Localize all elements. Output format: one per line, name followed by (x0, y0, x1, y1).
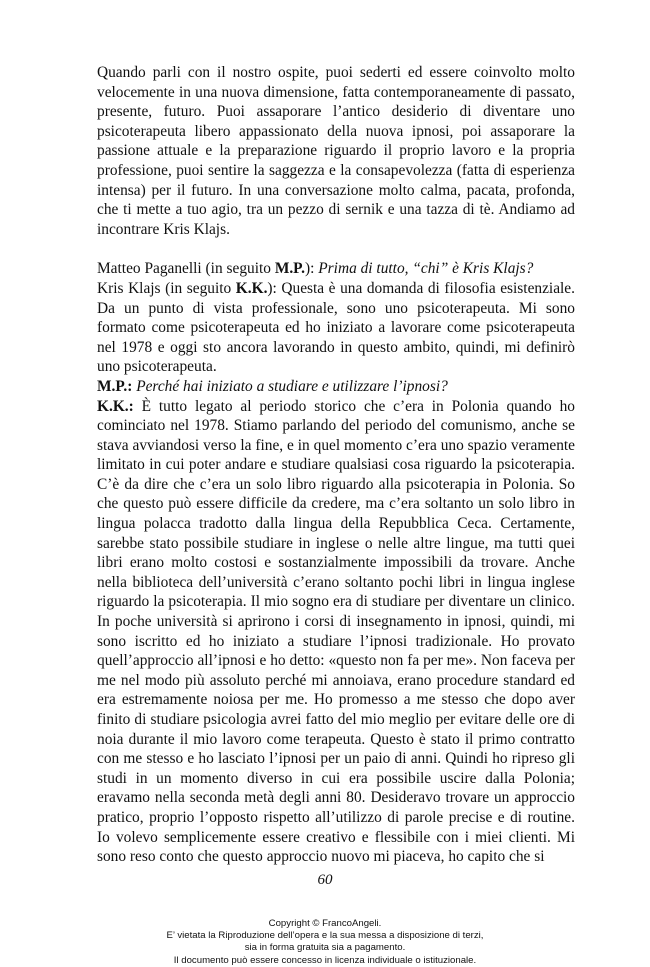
body-text (97, 63, 575, 867)
question-2 (97, 377, 575, 397)
speaker-prefix: Kris Klajs (in seguito (97, 279, 236, 297)
paragraph-gap (97, 239, 575, 259)
speaker-suffix: ): (267, 279, 282, 297)
speaker-abbr: M.P.: (97, 377, 133, 395)
answer-text: Questa è una domanda di filosofia esistenziale. Da un punto di vista professionale, sono uno psicoterapeuta. Mi sono formato come psicoterapeuta ed ho iniziato a lavorare come psicoterapeuta nel 1978 e oggi sto ancora lavorando in questo ambito, quindi, mi definirò uno psicoterapeuta. (97, 279, 575, 376)
speaker-abbr: M.P. (274, 260, 306, 278)
page-number: 60 (317, 872, 333, 888)
answer-text: È tutto legato al periodo storico che c’era in Polonia quando ho cominciato nel 1978. Stiamo parlando del periodo del comunismo, anche se stava avviandosi verso la fine, e in quel momento c’era uno spazio veramente limitato in cui poter andare e studiare qualsiasi cosa riguardo la psicoterapia. C’è da dire che c’era un solo libro riguardo alla psicoterapia in Polonia. So che questo può essere difficile da credere, ma c’era soltanto un solo libro in lingua polacca tradotto dalla lingua della Repubblica Ceca. Certamente, sarebbe stato possibile studiare in inglese o nelle altre lingue, ma tutti quei libri erano molto costosi e sostanzialmente impossibili da trovare. Anche nella biblioteca dell’università c’erano soltanto pochi libri in lingua inglese riguardo la psicoterapia. Il mio sogno era di studiare per diventare un clinico. In poche università si aprirono i corsi di insegnamento in ipnosi, quindi, mi sono iscritto ed ho iniziato a studiare l’ipnosi tradizionale. Ho provato quell’approccio all’ipnosi e ho detto: «questo non fa per me». Non faceva per me nel modo più assoluto perché mi annoiava, erano procedure standard ed era estremamente noiosa per me. Ho promesso a me stesso che dopo aver finito di studiare psicologia avrei fatto del mio meglio per evitare delle ore di noia durante il mio lavoro come terapeuta. Questo è stato il primo contratto con me stesso e ho lasciato l’ipnosi per un paio di anni. Quindi ho ripreso gli studi in un momento diverso in cui era possibile uscire dalla Polonia; eravamo nella seconda metà degli anni 80. Desideravo trovare un approccio pratico, proprio l’opposto rispetto all’utilizzo di parole precise e di routine. Io volevo semplicemente essere creativo e flessibile con i miei clienti. Mi sono reso conto che questo approccio nuovo mi piaceva, ho capito che si (97, 397, 575, 866)
copyright-line: sia in forma gratuita sia a pagamento. (244, 942, 406, 954)
copyright-notice (0, 918, 650, 967)
speaker-abbr: K.K.: (97, 397, 134, 415)
question-text: Perché hai iniziato a studiare e utilizzare l’ipnosi? (136, 377, 448, 395)
speaker-abbr: K.K. (235, 279, 268, 297)
copyright-line: Copyright © FrancoAngeli. (268, 918, 382, 929)
question-1 (97, 259, 575, 279)
intro-paragraph: Quando parli con il nostro ospite, puoi sederti ed essere coinvolto molto velocemente in una nuova dimensione, fatta contemporaneamente di passato, presente, futuro. Puoi assaporare l’antico desiderio di diventare uno psicoterapeuta libero appassionato della nuova ipnosi, poi assaporare la passione attuale e la preparazione riguardo il proprio lavoro e la propria professione, puoi sentire la saggezza e la consapevolezza (fatta di esperienza intensa) per il futuro. In una conversazione molto calma, pacata, profonda, che ti mette a tuo agio, tra un pezzo di sernik e una tazza di tè. Andiamo ad incontrare Kris Klajs. (97, 64, 575, 238)
copyright-line: Il documento può essere concesso in licenza individuale o istituzionale. (173, 954, 477, 966)
speaker-prefix: Matteo Paganelli (in seguito (97, 260, 275, 278)
answer-2 (97, 397, 575, 867)
copyright-line: E’ vietata la Riproduzione dell’opera e la sua messa a disposizione di terzi, (166, 930, 484, 942)
speaker-suffix: ): (305, 260, 319, 278)
question-text: Prima di tutto, “chi” è Kris Klajs? (318, 260, 534, 278)
answer-1 (97, 279, 575, 377)
